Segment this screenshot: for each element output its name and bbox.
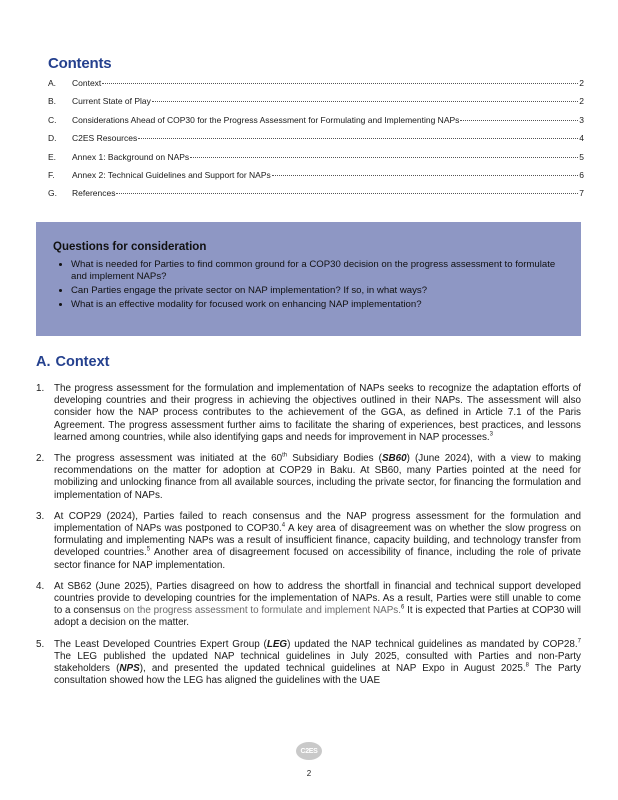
toc-page: 2 bbox=[579, 96, 584, 107]
toc-text: Annex 1: Background on NAPs bbox=[72, 151, 190, 162]
toc-page: 5 bbox=[579, 151, 584, 162]
acronym: SB60 bbox=[381, 453, 407, 465]
question-item: • What is needed for Parties to find common ground for a COP30 decision on the progress assessment to formulate and implement NAPs? bbox=[71, 259, 563, 283]
toc-letter: A. bbox=[48, 78, 57, 88]
footnote-ref[interactable]: 8 bbox=[525, 662, 529, 669]
toc-entry[interactable] bbox=[48, 188, 584, 206]
footnote-ref[interactable]: 3 bbox=[489, 431, 494, 438]
paragraph-body: The LEG published the updated NAP technical guidelines in July 2025, consulted with Parties and non-Party stakeholders ( bbox=[54, 650, 581, 675]
footnote-ref[interactable]: 5 bbox=[146, 547, 151, 554]
toc-text: Context bbox=[72, 78, 102, 88]
question-item: • What is an effective modality for focused work on enhancing NAP implementation? bbox=[71, 299, 563, 311]
paragraph-body: Another area of disagreement focused on accessibility of finance, including the role of private sector finance for NAP implementation. bbox=[54, 547, 581, 571]
footnote-ref[interactable]: 4 bbox=[281, 522, 286, 529]
paragraph-number: 1. bbox=[36, 383, 45, 394]
section-letter: A. bbox=[36, 354, 51, 370]
paragraph bbox=[36, 639, 581, 688]
toc-leader bbox=[460, 120, 578, 121]
question-item: • Can Parties engage the private sector on NAP implementation? If so, in what ways? bbox=[71, 285, 563, 297]
paragraph-text bbox=[54, 581, 581, 630]
toc-page: 7 bbox=[579, 188, 584, 199]
paragraph-text bbox=[54, 453, 581, 502]
paragraph bbox=[36, 453, 581, 502]
paragraph-body: The progress assessment was initiated at the 60 bbox=[54, 453, 283, 465]
paragraph-body: Subsidiary Bodies ( bbox=[287, 453, 382, 465]
page-number: 2 bbox=[306, 769, 312, 778]
toc-letter: F. bbox=[48, 169, 55, 180]
toc-text: Annex 2: Technical Guidelines and Support for NAPs bbox=[72, 169, 271, 180]
toc-leader bbox=[102, 83, 578, 84]
toc-leader bbox=[138, 138, 578, 139]
paragraph-list bbox=[36, 383, 581, 696]
toc-letter: D. bbox=[48, 133, 57, 144]
footnote-ref[interactable]: 7 bbox=[577, 638, 581, 645]
paragraph-number: 3. bbox=[36, 510, 45, 522]
paragraph bbox=[36, 581, 581, 630]
toc-entry[interactable] bbox=[48, 115, 584, 133]
toc-text: Considerations Ahead of COP30 for the Progress Assessment for Formulating and Implementing NAPs bbox=[72, 114, 460, 125]
paragraph-text bbox=[54, 639, 581, 688]
questions-box bbox=[36, 222, 581, 336]
paragraph-body-gray: on the progress assessment to formulate and implement NAPs. bbox=[123, 605, 401, 617]
paragraph-text bbox=[54, 383, 581, 444]
paragraph-body: It is expected that Parties at COP30 will adopt a decision on the matter. bbox=[54, 605, 581, 629]
paragraph-body: ), and presented the updated technical guidelines at NAP Expo in August 2025. bbox=[139, 663, 526, 675]
c2es-logo bbox=[296, 742, 322, 760]
toc-page: 2 bbox=[579, 78, 584, 88]
questions-title: Questions for consideration bbox=[53, 241, 207, 253]
toc-entry[interactable] bbox=[48, 170, 584, 188]
toc-entry[interactable] bbox=[48, 78, 584, 96]
paragraph bbox=[36, 383, 581, 444]
toc-leader bbox=[152, 101, 578, 102]
toc-leader bbox=[190, 157, 578, 158]
paragraph-number: 4. bbox=[36, 580, 45, 592]
toc-letter: E. bbox=[48, 151, 57, 162]
table-of-contents bbox=[48, 78, 584, 207]
paragraph-number: 2. bbox=[36, 453, 45, 465]
contents-title: Contents bbox=[48, 55, 112, 72]
paragraph-body: ) updated the NAP technical guidelines as mandated by COP28. bbox=[287, 638, 578, 650]
paragraph bbox=[36, 511, 581, 572]
paragraph-body: At COP29 (2024), Parties failed to reach consensus and the NAP progress assessment for the formulation and implementation of NAPs was postponed to COP30. bbox=[54, 510, 581, 535]
footnote-ref[interactable]: 6 bbox=[401, 604, 405, 611]
acronym: LEG bbox=[266, 638, 288, 650]
toc-leader bbox=[116, 193, 578, 194]
paragraph-body: At SB62 (June 2025), Parties disagreed on how to address the shortfall in financial and technical support developed countries provide to developing countries for the implementation of NAPs. As a result, Parties were still unable to come to a consensus bbox=[54, 580, 581, 617]
toc-entry[interactable] bbox=[48, 133, 584, 151]
toc-page: 4 bbox=[579, 133, 584, 144]
toc-page: 3 bbox=[579, 114, 584, 125]
acronym: NPS bbox=[119, 663, 140, 675]
paragraph-body: The Least Developed Countries Expert Group ( bbox=[54, 638, 267, 650]
paragraph-body: The Party consultation showed how the LEG has aligned the guidelines with the UAE bbox=[54, 663, 581, 687]
section-heading bbox=[36, 354, 109, 370]
logo-text: C2ES bbox=[300, 747, 318, 755]
ordinal-suffix: th bbox=[282, 452, 288, 459]
toc-entry[interactable] bbox=[48, 96, 584, 114]
toc-leader bbox=[272, 175, 578, 176]
section-title: Context bbox=[55, 354, 110, 370]
paragraph-body: ) (June 2024), with a view to making recommendations on the matter for adoption at COP29 in Baku. At SB60, many Parties pointed at the need for mobilizing and unlocking finance from all available sources, including the private sector, for financing the formulation and implementation of NAPs. bbox=[54, 453, 581, 501]
toc-text: C2ES Resources bbox=[72, 133, 138, 144]
toc-letter: C. bbox=[48, 114, 57, 125]
paragraph-body: The progress assessment for the formulation and implementation of NAPs seeks to recognize the adaptation efforts of developing countries and their progress in achieving the objectives outlined in their NAPs. The assessment will also consider how the NAP process contributes to the achievement of the GGA, as defined in Article 7.1 of the Paris Agreement. The progress assessment further aims to facilitate the sharing of experiences, best practices, and lessons learned among countries, while also identifying gaps and needs for improvement in NAP processes. bbox=[54, 383, 581, 443]
toc-text: References bbox=[72, 188, 116, 199]
toc-text: Current State of Play bbox=[72, 96, 151, 107]
toc-entry[interactable] bbox=[48, 152, 584, 170]
paragraph-body: A key area of disagreement was on whether the slow progress on formulating and implementing NAPs was a result of insufficient finance, capacity building, and technology transfer from developed countries. bbox=[54, 523, 581, 559]
questions-list bbox=[53, 259, 563, 311]
toc-letter: G. bbox=[48, 188, 57, 199]
toc-letter: B. bbox=[48, 96, 57, 107]
paragraph-text bbox=[54, 511, 581, 572]
toc-page: 6 bbox=[579, 169, 584, 180]
paragraph-number: 5. bbox=[36, 638, 45, 650]
